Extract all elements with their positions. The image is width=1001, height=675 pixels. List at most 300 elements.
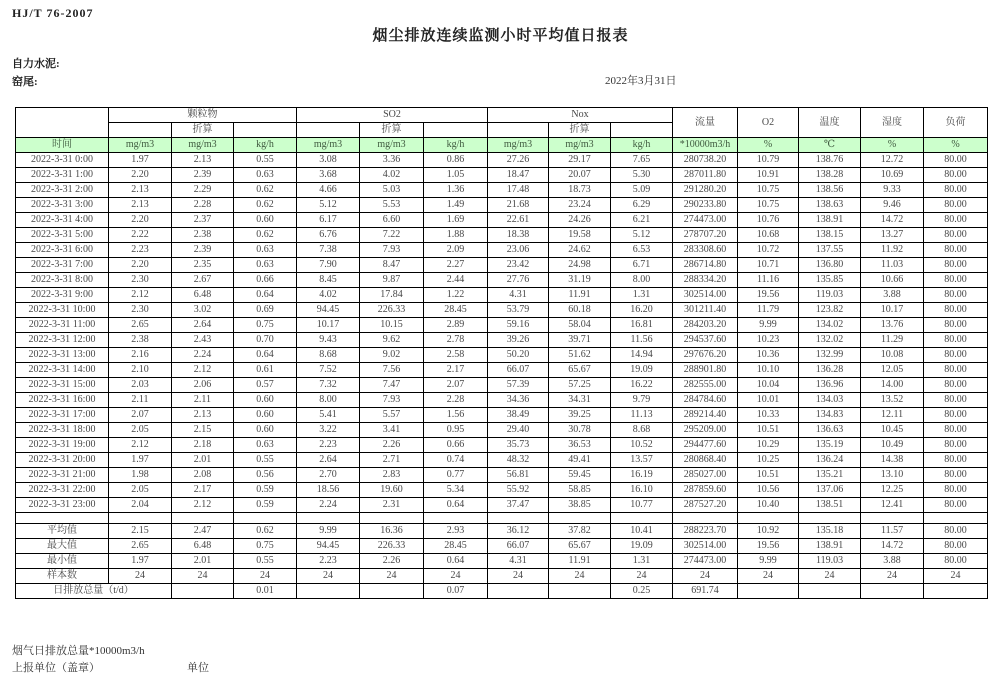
value-cell: 13.76 [861,318,924,333]
value-cell: 290233.80 [673,198,738,213]
summary-value-cell: 24 [297,569,360,584]
value-cell: 138.91 [799,213,861,228]
value-cell: 2.44 [424,273,488,288]
value-cell: 6.60 [360,213,424,228]
header-group-nox: Nox [488,108,673,123]
time-cell: 2022-3-31 22:00 [16,483,109,498]
value-cell: 12.72 [861,153,924,168]
value-cell: 10.25 [738,453,799,468]
value-cell: 80.00 [924,438,988,453]
hourly-data-row [16,423,988,438]
value-cell: 19.09 [611,363,673,378]
time-cell: 2022-3-31 17:00 [16,408,109,423]
header-row-units [16,138,988,153]
value-cell: 18.73 [549,183,611,198]
time-cell: 2022-3-31 0:00 [16,153,109,168]
time-cell: 2022-3-31 4:00 [16,213,109,228]
value-cell: 135.21 [799,468,861,483]
value-cell: 5.41 [297,408,360,423]
value-cell: 9.43 [297,333,360,348]
time-cell: 2022-3-31 1:00 [16,168,109,183]
value-cell: 80.00 [924,483,988,498]
value-cell: 9.62 [360,333,424,348]
summary-value-cell: 24 [109,569,172,584]
value-cell: 294477.60 [673,438,738,453]
summary-value-cell: 24 [611,569,673,584]
summary-value-cell: 0.62 [234,524,297,539]
hourly-data-row [16,333,988,348]
header-conversion-nox: 折算 [549,123,611,138]
value-cell: 2.11 [109,393,172,408]
unit-label: 单位 [187,662,209,674]
daily-total-value-cell [297,584,360,599]
summary-value-cell: 3.88 [861,554,924,569]
summary-value-cell: 24 [424,569,488,584]
value-cell: 7.52 [297,363,360,378]
summary-value-cell: 226.33 [360,539,424,554]
value-cell: 14.00 [861,378,924,393]
value-cell: 80.00 [924,228,988,243]
value-cell: 2.28 [172,198,234,213]
value-cell: 2.89 [424,318,488,333]
value-cell: 278707.20 [673,228,738,243]
value-cell: 1.97 [109,453,172,468]
value-cell: 287527.20 [673,498,738,513]
value-cell: 2.12 [109,288,172,303]
value-cell: 136.28 [799,363,861,378]
value-cell: 2.26 [360,438,424,453]
value-cell: 19.58 [549,228,611,243]
value-cell: 94.45 [297,303,360,318]
value-cell: 4.31 [488,288,549,303]
value-cell: 2.38 [172,228,234,243]
value-cell: 10.04 [738,378,799,393]
value-cell: 34.31 [549,393,611,408]
time-cell: 2022-3-31 19:00 [16,438,109,453]
value-cell: 0.69 [234,303,297,318]
value-cell: 10.52 [611,438,673,453]
value-cell: 7.22 [360,228,424,243]
value-cell: 294537.60 [673,333,738,348]
daily-total-value-cell [360,584,424,599]
header-sub-blank [488,123,549,138]
unit-nox-kg: kg/h [611,138,673,153]
value-cell: 7.38 [297,243,360,258]
value-cell: 16.81 [611,318,673,333]
value-cell: 57.39 [488,378,549,393]
value-cell: 0.74 [424,453,488,468]
empty-cell [488,513,549,524]
value-cell: 5.34 [424,483,488,498]
value-cell: 2.28 [424,393,488,408]
value-cell: 1.69 [424,213,488,228]
value-cell: 80.00 [924,198,988,213]
time-cell: 2022-3-31 21:00 [16,468,109,483]
empty-cell [738,513,799,524]
value-cell: 21.68 [488,198,549,213]
value-cell: 10.75 [738,183,799,198]
value-cell: 138.76 [799,153,861,168]
empty-cell [861,513,924,524]
summary-value-cell: 6.48 [172,539,234,554]
value-cell: 13.10 [861,468,924,483]
value-cell: 2.20 [109,258,172,273]
value-cell: 2.01 [172,453,234,468]
value-cell: 1.98 [109,468,172,483]
reporting-unit-label: 上报单位（盖章） [12,662,100,674]
time-cell: 2022-3-31 2:00 [16,183,109,198]
value-cell: 1.56 [424,408,488,423]
header-group-so2: SO2 [297,108,488,123]
unit-pm-kg: kg/h [234,138,297,153]
value-cell: 2.13 [109,198,172,213]
value-cell: 2.07 [424,378,488,393]
empty-cell [360,513,424,524]
hourly-data-row [16,363,988,378]
value-cell: 80.00 [924,303,988,318]
time-cell: 2022-3-31 11:00 [16,318,109,333]
value-cell: 1.97 [109,153,172,168]
value-cell: 284203.20 [673,318,738,333]
value-cell: 2.17 [424,363,488,378]
value-cell: 2.39 [172,243,234,258]
summary-value-cell: 2.23 [297,554,360,569]
value-cell: 0.66 [234,273,297,288]
value-cell: 2.71 [360,453,424,468]
value-cell: 4.02 [297,288,360,303]
value-cell: 2.43 [172,333,234,348]
value-cell: 66.07 [488,363,549,378]
value-cell: 39.71 [549,333,611,348]
value-cell: 132.99 [799,348,861,363]
value-cell: 39.26 [488,333,549,348]
value-cell: 287011.80 [673,168,738,183]
time-cell: 2022-3-31 16:00 [16,393,109,408]
value-cell: 2.13 [172,408,234,423]
value-cell: 2.24 [297,498,360,513]
unit-so2-mg: mg/m3 [297,138,360,153]
summary-value-cell: 24 [234,569,297,584]
value-cell: 2.16 [109,348,172,363]
value-cell: 0.57 [234,378,297,393]
summary-value-cell: 66.07 [488,539,549,554]
table-body [16,108,988,599]
value-cell: 0.61 [234,363,297,378]
summary-value-cell: 24 [172,569,234,584]
page-title: 烟尘排放连续监测小时平均值日报表 [372,28,629,44]
standard-code: HJ/T 76-2007 [12,6,94,20]
header-row-groups [16,108,988,123]
value-cell: 28.45 [424,303,488,318]
value-cell: 280738.20 [673,153,738,168]
value-cell: 8.45 [297,273,360,288]
summary-value-cell: 24 [673,569,738,584]
value-cell: 2.05 [109,483,172,498]
time-cell: 2022-3-31 7:00 [16,258,109,273]
value-cell: 137.55 [799,243,861,258]
value-cell: 2.38 [109,333,172,348]
value-cell: 4.66 [297,183,360,198]
value-cell: 0.63 [234,168,297,183]
value-cell: 5.57 [360,408,424,423]
value-cell: 56.81 [488,468,549,483]
value-cell: 30.78 [549,423,611,438]
summary-value-cell: 19.56 [738,539,799,554]
unit-nox-mg: mg/m3 [488,138,549,153]
company-name: 自力水泥: [12,58,60,70]
value-cell: 2.29 [172,183,234,198]
value-cell: 80.00 [924,168,988,183]
header-time: 时间 [16,138,109,153]
value-cell: 16.20 [611,303,673,318]
daily-total-row [16,584,988,599]
summary-row [16,539,988,554]
value-cell: 2.15 [172,423,234,438]
value-cell: 23.06 [488,243,549,258]
summary-value-cell: 80.00 [924,539,988,554]
value-cell: 2.04 [109,498,172,513]
value-cell: 2.30 [109,303,172,318]
value-cell: 8.47 [360,258,424,273]
value-cell: 0.70 [234,333,297,348]
time-cell: 2022-3-31 20:00 [16,453,109,468]
value-cell: 12.25 [861,483,924,498]
hourly-data-row [16,438,988,453]
value-cell: 136.63 [799,423,861,438]
value-cell: 24.98 [549,258,611,273]
value-cell: 10.79 [738,153,799,168]
value-cell: 3.02 [172,303,234,318]
value-cell: 10.29 [738,438,799,453]
value-cell: 16.10 [611,483,673,498]
value-cell: 2.07 [109,408,172,423]
value-cell: 50.20 [488,348,549,363]
value-cell: 10.66 [861,273,924,288]
header-sub-blank [611,123,673,138]
value-cell: 11.56 [611,333,673,348]
value-cell: 38.85 [549,498,611,513]
value-cell: 16.22 [611,378,673,393]
value-cell: 24.26 [549,213,611,228]
value-cell: 8.00 [297,393,360,408]
value-cell: 135.19 [799,438,861,453]
hourly-data-row [16,258,988,273]
time-cell: 2022-3-31 10:00 [16,303,109,318]
value-cell: 9.02 [360,348,424,363]
header-conversion-so2: 折算 [360,123,424,138]
summary-row [16,554,988,569]
value-cell: 2.27 [424,258,488,273]
value-cell: 80.00 [924,453,988,468]
unit-humidity-percent: % [861,138,924,153]
value-cell: 80.00 [924,153,988,168]
value-cell: 2.23 [297,438,360,453]
summary-value-cell: 119.03 [799,554,861,569]
header-humidity: 湿度 [861,108,924,138]
value-cell: 80.00 [924,213,988,228]
value-cell: 0.59 [234,483,297,498]
value-cell: 2.39 [172,168,234,183]
value-cell: 10.51 [738,468,799,483]
value-cell: 10.69 [861,168,924,183]
value-cell: 297676.20 [673,348,738,363]
value-cell: 0.63 [234,243,297,258]
daily-total-label-cell: 日排放总量（t/d） [16,584,172,599]
flue-gas-total-note: 烟气日排放总量*10000m3/h [12,645,145,657]
value-cell: 3.36 [360,153,424,168]
value-cell: 2.06 [172,378,234,393]
value-cell: 9.46 [861,198,924,213]
value-cell: 80.00 [924,243,988,258]
value-cell: 18.56 [297,483,360,498]
value-cell: 0.64 [234,288,297,303]
value-cell: 29.17 [549,153,611,168]
value-cell: 11.91 [549,288,611,303]
value-cell: 6.17 [297,213,360,228]
site-name: 窑尾: [12,76,38,88]
summary-value-cell: 14.72 [861,539,924,554]
value-cell: 80.00 [924,498,988,513]
value-cell: 10.76 [738,213,799,228]
unit-nox-conv-mg: mg/m3 [549,138,611,153]
summary-value-cell: 24 [488,569,549,584]
value-cell: 9.79 [611,393,673,408]
value-cell: 35.73 [488,438,549,453]
value-cell: 7.32 [297,378,360,393]
hourly-data-row [16,153,988,168]
summary-value-cell: 302514.00 [673,539,738,554]
value-cell: 10.17 [861,303,924,318]
summary-value-cell: 4.31 [488,554,549,569]
value-cell: 80.00 [924,288,988,303]
value-cell: 2.83 [360,468,424,483]
hourly-data-row [16,168,988,183]
value-cell: 2.17 [172,483,234,498]
unit-load-percent: % [924,138,988,153]
time-cell: 2022-3-31 6:00 [16,243,109,258]
value-cell: 2.65 [109,318,172,333]
empty-cell [924,513,988,524]
value-cell: 283308.60 [673,243,738,258]
value-cell: 22.61 [488,213,549,228]
value-cell: 134.02 [799,318,861,333]
value-cell: 9.87 [360,273,424,288]
value-cell: 280868.40 [673,453,738,468]
summary-value-cell: 10.92 [738,524,799,539]
summary-value-cell: 94.45 [297,539,360,554]
value-cell: 48.32 [488,453,549,468]
value-cell: 301211.40 [673,303,738,318]
value-cell: 9.99 [738,318,799,333]
value-cell: 6.29 [611,198,673,213]
value-cell: 7.56 [360,363,424,378]
value-cell: 2.13 [172,153,234,168]
value-cell: 119.03 [799,288,861,303]
value-cell: 10.23 [738,333,799,348]
value-cell: 2.64 [172,318,234,333]
summary-value-cell: 37.82 [549,524,611,539]
value-cell: 2.23 [109,243,172,258]
daily-total-value-cell [549,584,611,599]
unit-flow: *10000m3/h [673,138,738,153]
value-cell: 295209.00 [673,423,738,438]
value-cell: 14.38 [861,453,924,468]
value-cell: 2.70 [297,468,360,483]
summary-value-cell: 36.12 [488,524,549,539]
unit-o2-percent: % [738,138,799,153]
value-cell: 2.03 [109,378,172,393]
empty-cell [172,513,234,524]
summary-row [16,524,988,539]
value-cell: 3.68 [297,168,360,183]
daily-total-value-cell [861,584,924,599]
hourly-data-row [16,198,988,213]
hourly-data-row [16,393,988,408]
value-cell: 58.04 [549,318,611,333]
value-cell: 0.75 [234,318,297,333]
value-cell: 2.20 [109,213,172,228]
value-cell: 17.48 [488,183,549,198]
value-cell: 1.36 [424,183,488,198]
summary-label-cell: 最大值 [16,539,109,554]
daily-total-value-cell: 691.74 [673,584,738,599]
empty-cell [424,513,488,524]
value-cell: 9.33 [861,183,924,198]
value-cell: 11.16 [738,273,799,288]
value-cell: 288334.20 [673,273,738,288]
value-cell: 10.91 [738,168,799,183]
time-cell: 2022-3-31 13:00 [16,348,109,363]
value-cell: 10.49 [861,438,924,453]
summary-value-cell: 135.18 [799,524,861,539]
value-cell: 288901.80 [673,363,738,378]
value-cell: 10.45 [861,423,924,438]
value-cell: 2.37 [172,213,234,228]
summary-value-cell: 80.00 [924,554,988,569]
empty-cell [16,513,109,524]
value-cell: 3.08 [297,153,360,168]
hourly-data-row [16,228,988,243]
value-cell: 18.47 [488,168,549,183]
value-cell: 2.58 [424,348,488,363]
value-cell: 123.82 [799,303,861,318]
summary-value-cell: 24 [924,569,988,584]
value-cell: 6.71 [611,258,673,273]
value-cell: 11.13 [611,408,673,423]
value-cell: 136.80 [799,258,861,273]
value-cell: 0.62 [234,183,297,198]
value-cell: 282555.00 [673,378,738,393]
value-cell: 0.64 [424,498,488,513]
value-cell: 17.84 [360,288,424,303]
value-cell: 80.00 [924,363,988,378]
value-cell: 286714.80 [673,258,738,273]
value-cell: 2.09 [424,243,488,258]
value-cell: 27.26 [488,153,549,168]
empty-cell [234,513,297,524]
time-cell: 2022-3-31 23:00 [16,498,109,513]
value-cell: 29.40 [488,423,549,438]
summary-value-cell: 0.75 [234,539,297,554]
value-cell: 7.93 [360,243,424,258]
value-cell: 7.93 [360,393,424,408]
value-cell: 2.35 [172,258,234,273]
daily-total-value-cell [799,584,861,599]
value-cell: 4.02 [360,168,424,183]
value-cell: 2.12 [109,438,172,453]
value-cell: 7.47 [360,378,424,393]
value-cell: 12.05 [861,363,924,378]
